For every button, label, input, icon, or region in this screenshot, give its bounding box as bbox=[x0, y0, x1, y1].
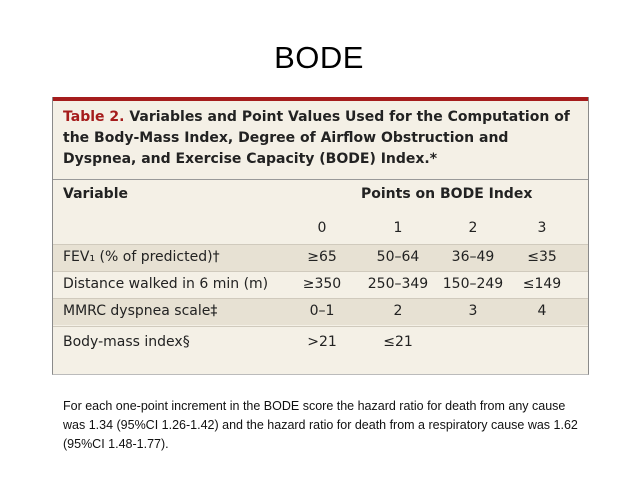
caption-divider bbox=[53, 179, 588, 180]
row-value-1: ≤21 bbox=[383, 334, 413, 350]
row-value-2: 150–249 bbox=[442, 276, 504, 292]
point-column-2: 2 bbox=[468, 220, 478, 236]
row-value-0: ≥65 bbox=[307, 249, 337, 265]
table-row-fev1 bbox=[53, 244, 588, 271]
row-value-0: ≥350 bbox=[302, 276, 342, 292]
row-variable: MMRC dyspnea scale‡ bbox=[63, 303, 218, 319]
row-value-3: ≤149 bbox=[522, 276, 562, 292]
header-variable: Variable bbox=[63, 186, 128, 202]
row-value-3: ≤35 bbox=[527, 249, 557, 265]
row-value-0: >21 bbox=[307, 334, 337, 350]
row-value-1: 50–64 bbox=[376, 249, 420, 265]
row-variable: Distance walked in 6 min (m) bbox=[63, 276, 269, 292]
point-column-3: 3 bbox=[537, 220, 547, 236]
bode-table bbox=[52, 97, 589, 375]
row-value-1: 250–349 bbox=[367, 276, 429, 292]
table-top-rule bbox=[53, 97, 588, 101]
header-points: Points on BODE Index bbox=[361, 186, 533, 202]
row-value-0: 0–1 bbox=[309, 303, 335, 319]
row-variable: FEV₁ (% of predicted)† bbox=[63, 249, 220, 265]
hazard-ratio-note: For each one-point increment in the BODE score the hazard ratio for death from any cause was 1.34 (95%CI 1.26-1.42) and the hazard ratio for death from a respiratory cause was 1.62 (95%CI 1.48-1.77). bbox=[63, 399, 578, 451]
row-value-2: 3 bbox=[468, 303, 478, 319]
table-row-mmrc bbox=[53, 298, 588, 325]
table-row-bmi bbox=[53, 326, 588, 361]
table-caption-text: Variables and Point Values Used for the Computation of the Body-Mass Index, Degree of Airflow Obstruction and Dyspnea, and Exercise Capacity (BODE) Index.* bbox=[63, 109, 570, 167]
row-value-2: 36–49 bbox=[451, 249, 495, 265]
table-caption bbox=[63, 107, 578, 170]
row-variable: Body-mass index§ bbox=[63, 334, 190, 350]
point-column-0: 0 bbox=[317, 220, 327, 236]
table-label: Table 2. bbox=[63, 109, 125, 125]
table-row-distance bbox=[53, 271, 588, 298]
row-value-1: 2 bbox=[393, 303, 403, 319]
point-column-1: 1 bbox=[393, 220, 403, 236]
slide-title: BODE bbox=[274, 40, 364, 75]
row-value-3: 4 bbox=[537, 303, 547, 319]
